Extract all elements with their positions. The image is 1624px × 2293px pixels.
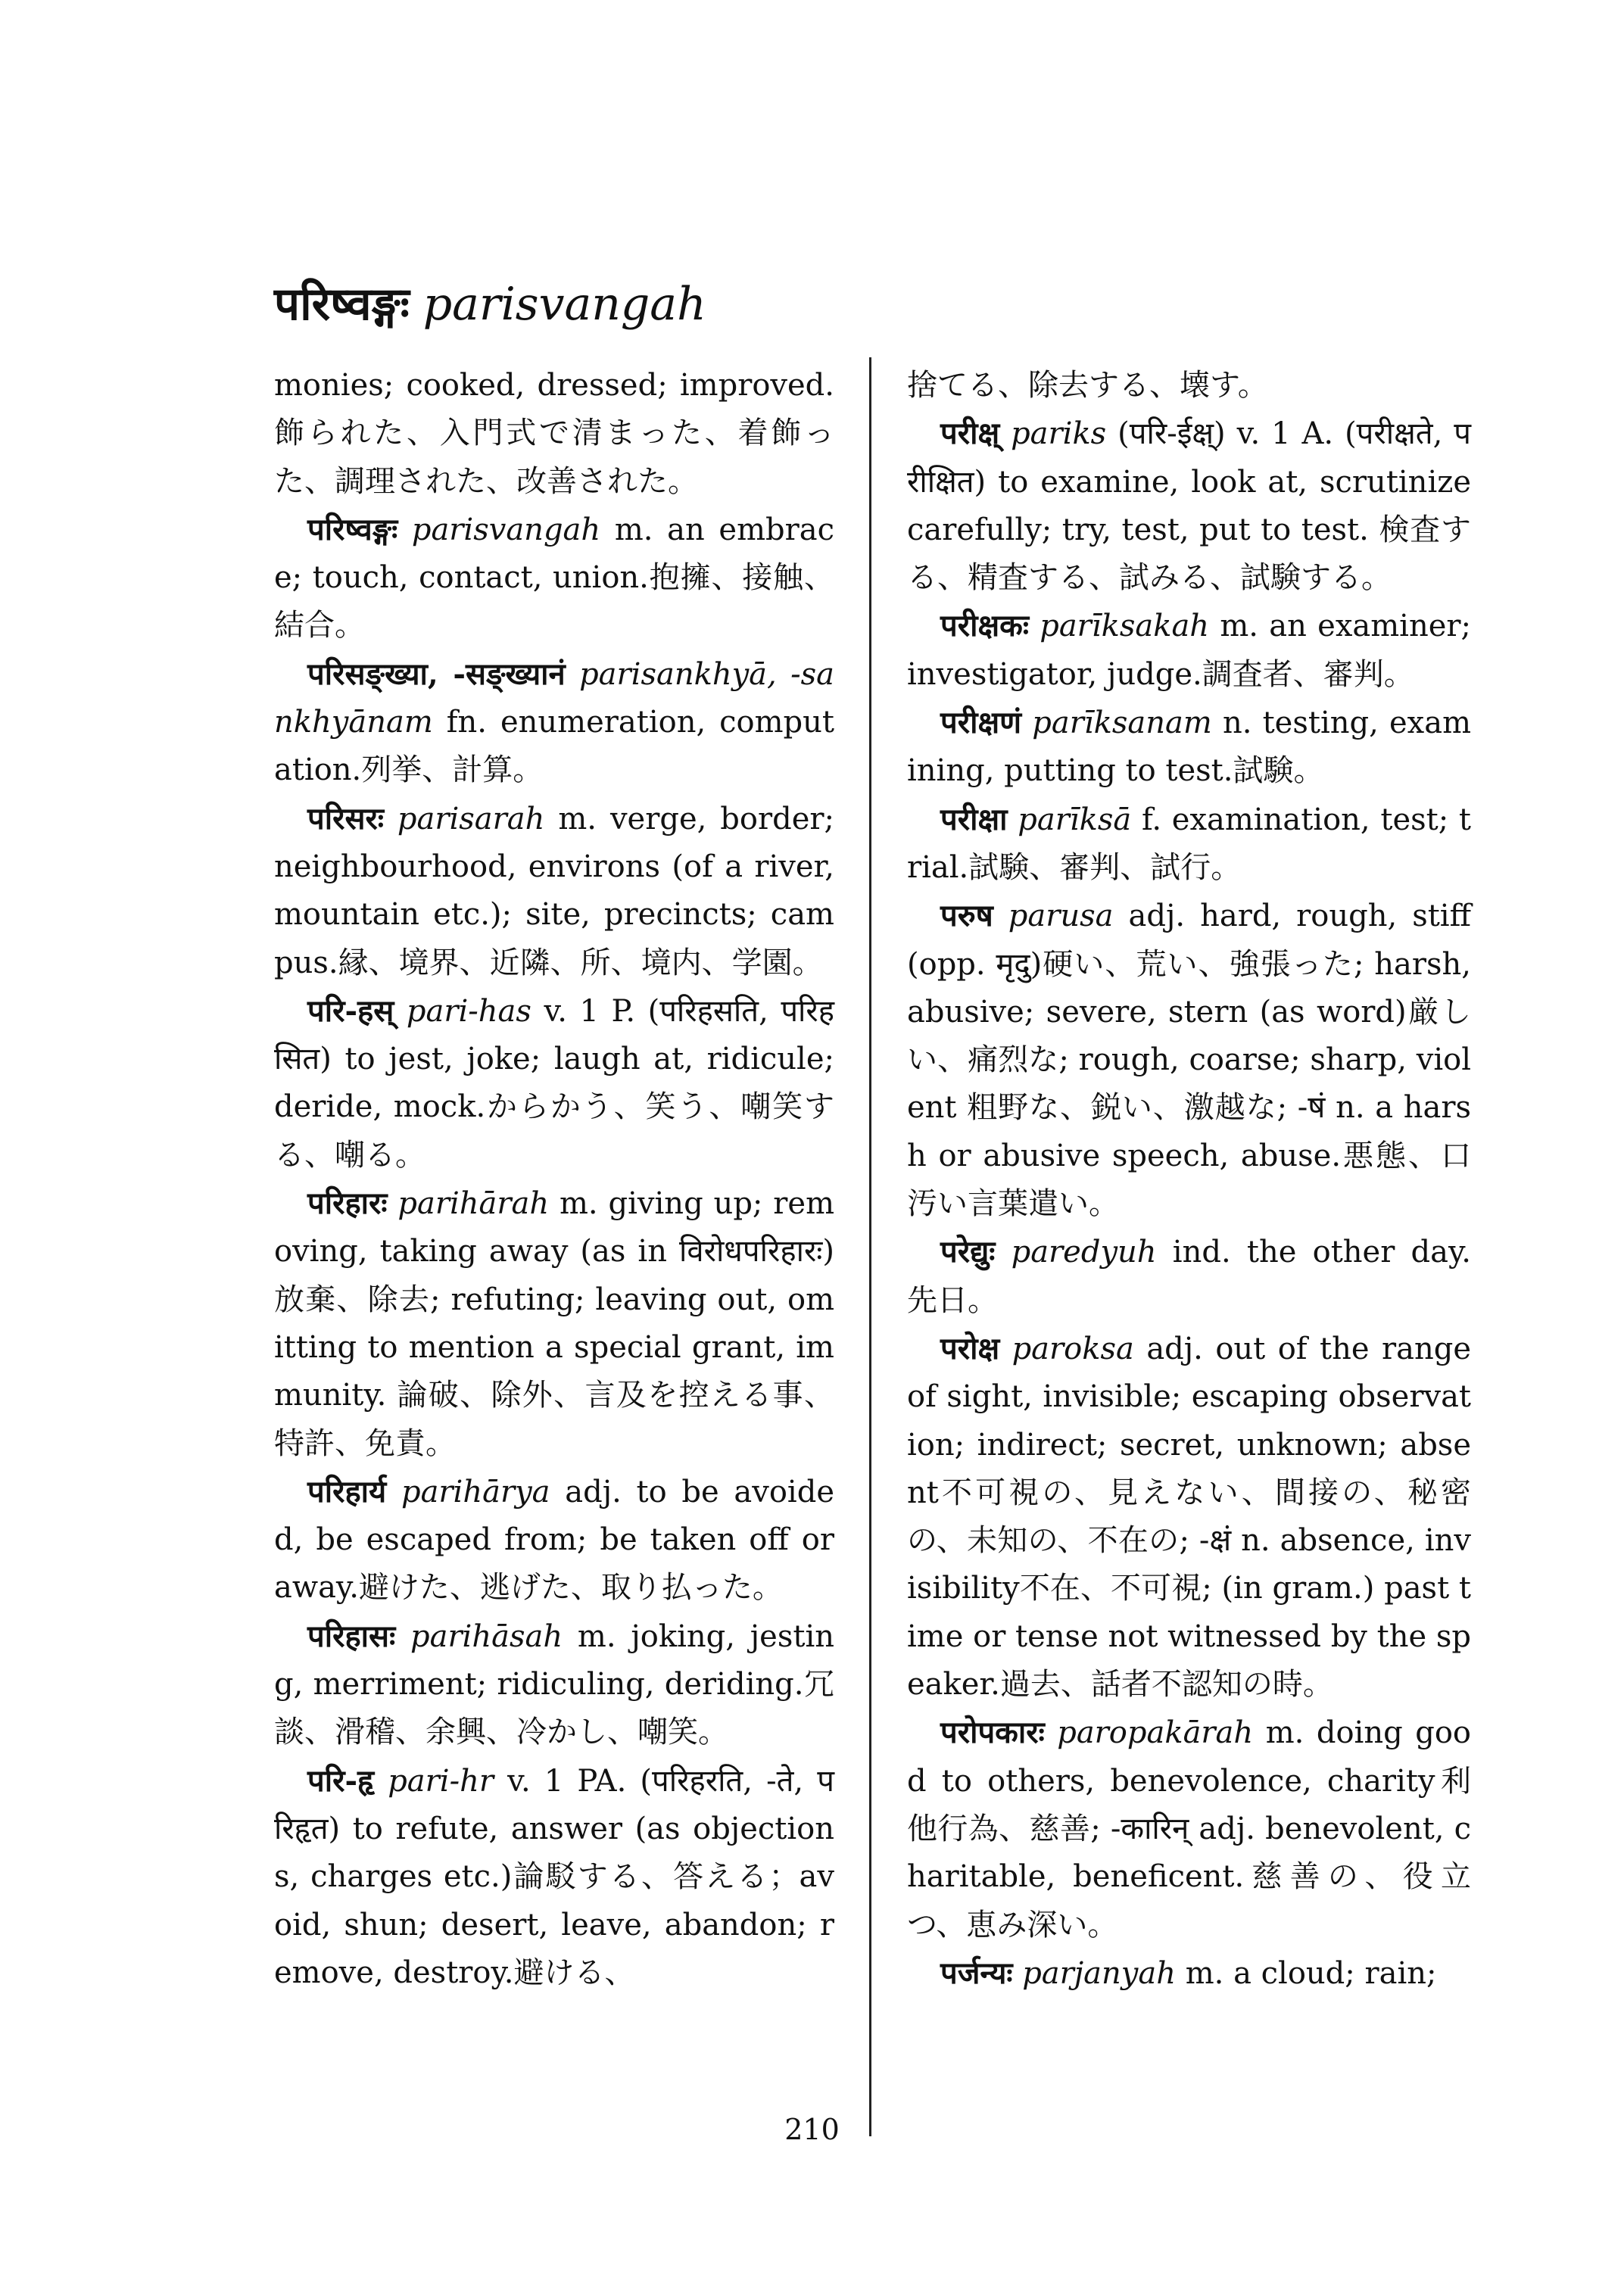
entry-definition: 捨てる、除去する、壊す。 [907, 368, 1268, 403]
entry-headword: परि-हृ [307, 1762, 375, 1799]
entry-definition: m. doing good to others, benevolence, charity利他行為、慈善; -कारिन् adj. benevolent, charitable, beneficent.慈善の、役立つ、恵み深い。 [907, 1715, 1471, 1943]
entry-definition: v. 1 PA. (परिहरति, -ते, परिहृत) to refute, answer (as objections, charges etc.)論駁する、答える；avoid, shun; desert, leave, abandon; remove, destroy.避ける、 [274, 1763, 834, 1990]
entry-transliteration: parihārah [397, 1186, 550, 1222]
entry-headword: परोपकारः [940, 1715, 1045, 1751]
dictionary-entry [274, 650, 834, 795]
dictionary-entry [907, 699, 1471, 796]
entry-definition: m. an examiner; investigator, judge.調査者、審判。 [907, 609, 1472, 692]
dictionary-entry [274, 1468, 834, 1612]
entry-headword: परिहासः [307, 1618, 396, 1654]
entry-transliteration: pari-hr [388, 1763, 494, 1799]
entry-headword: परीक्ष् [940, 416, 1000, 452]
entry-definition: adj. hard, rough, stiff (opp. मृदु)硬い、荒い、強張った; harsh, abusive; severe, stern (as word)厳しい、痛烈な; rough, coarse; sharp, violent 粗野な、鋭い、激越な; -षं n. a harsh or abusive speech, abuse.悪態、口汚い言葉遣い。 [907, 899, 1472, 1222]
entry-transliteration: pari-has [406, 993, 531, 1029]
dictionary-entry [274, 795, 834, 987]
entry-transliteration: parisvangah [411, 512, 601, 547]
entry-definition: m. joking, jesting, merriment; ridiculing, deriding.冗談、滑稽、余興、冷かし、嘲笑。 [274, 1618, 835, 1750]
entry-transliteration: parusa [1008, 899, 1114, 934]
entry-transliteration: parīksanam [1032, 706, 1212, 741]
dictionary-entry [907, 1949, 1471, 1998]
entry-definition: f. examination, test; trial.試験、審判、試行。 [907, 802, 1472, 885]
entry-definition: fn. enumeration, computation.列挙、計算。 [274, 705, 835, 788]
entry-transliteration: parīksakah [1040, 609, 1210, 644]
entry-transliteration: parisarah [397, 801, 545, 837]
dictionary-entry [907, 410, 1471, 602]
dictionary-entry [274, 987, 834, 1179]
page-number: 210 [784, 2113, 840, 2146]
left-column [274, 362, 834, 1997]
entry-continuation [274, 362, 834, 506]
dictionary-entry [907, 1228, 1471, 1325]
entry-headword: परुष [940, 898, 993, 934]
entry-definition: v. 1 P. (परिहसति, परिहसित) to jest, joke; laugh at, ridicule; deride, mock.からかう、笑う、嘲笑する、嘲る。 [274, 993, 835, 1173]
right-column [907, 362, 1471, 1998]
entry-definition: n. testing, examining, putting to test.試験。 [907, 706, 1472, 789]
running-head-devanagari: परिष्वङ्गः [274, 278, 410, 331]
dictionary-entry [274, 506, 834, 650]
entry-transliteration: parihārya [401, 1474, 550, 1509]
entry-headword: परीक्षणं [940, 705, 1022, 741]
entry-transliteration: pariks [1011, 416, 1107, 452]
entry-headword: परीक्षा [940, 801, 1008, 837]
dictionary-entry [907, 602, 1471, 699]
entry-definition: m. a cloud; rain; [1185, 1955, 1437, 1991]
dictionary-entry [274, 1612, 834, 1757]
entry-headword: परि-हस् [307, 992, 394, 1029]
entry-transliteration: paropakārah [1057, 1715, 1254, 1751]
running-head-transliteration: parisvangah [422, 278, 706, 331]
entry-definition: adj. out of the range of sight, invisible; escaping observation; indirect; secret, unknown; absent不可視の、見えない、間接の、秘密の、未知の、不在の; -क्षं n. absence, invisibility不在、不可視; (in gram.) past time or tense not witnessed by the speaker.過去、話者不認知の時。 [907, 1331, 1471, 1703]
dictionary-entry [907, 892, 1471, 1228]
entry-definition: m. an embrace; touch, contact, union.抱擁、接触、結合。 [274, 512, 835, 643]
entry-headword: परोक्ष [940, 1330, 1000, 1366]
entry-headword: परिहार्य [307, 1473, 387, 1509]
entry-transliteration: parīksā [1018, 802, 1132, 837]
entry-transliteration: paredyuh [1011, 1235, 1157, 1270]
entry-definition: ind. the other day. 先日。 [907, 1235, 1471, 1318]
entry-definition: adj. to be avoided, be escaped from; be taken off or away.避けた、逃げた、取り払った。 [274, 1474, 834, 1606]
entry-headword: पर्जन्यः [940, 1955, 1013, 1991]
dictionary-entry [907, 1325, 1471, 1709]
entry-definition: monies; cooked, dressed; improved. 飾られた、入門式で清まった、着飾った、調理された、改善された。 [274, 368, 834, 499]
dictionary-entry [274, 1757, 834, 1997]
entry-transliteration: parisankhyā, -sankhyānam [274, 656, 834, 740]
entry-continuation [907, 362, 1471, 410]
entry-headword: परेद्युः [940, 1234, 996, 1270]
entry-headword: परीक्षकः [940, 608, 1029, 644]
entry-headword: परिष्वङ्गः [307, 511, 398, 547]
entry-transliteration: paroksa [1011, 1331, 1134, 1366]
entry-transliteration: parihāsah [410, 1618, 563, 1654]
dictionary-entry [907, 796, 1471, 893]
entry-definition: m. giving up; removing, taking away (as in विरोधपरिहारः)放棄、除去; refuting; leaving out, omitting to mention a special grant, immunity. 論破、除外、言及を控える事、特許、免責。 [274, 1186, 835, 1461]
entry-headword: परिसङ्ख्या, -सङ्ख्यानं [307, 656, 566, 692]
entry-definition: (परि-ईक्ष्) v. 1 A. (परीक्षते, परीक्षित) to examine, look at, scrutinize carefully; try, test, put to test. 検査する、精査する、試みる、試験する。 [907, 416, 1471, 596]
entry-definition: m. verge, border; neighbourhood, environs (of a river, mountain etc.); site, precincts; campus.縁、境界、近隣、所、境内、学園。 [274, 801, 834, 980]
entry-transliteration: parjanyah [1022, 1955, 1176, 1991]
dictionary-entry [274, 1179, 834, 1468]
entry-headword: परिहारः [307, 1185, 388, 1222]
dictionary-entry [907, 1709, 1471, 1949]
column-divider [869, 357, 871, 2136]
running-head [274, 274, 706, 335]
entry-headword: परिसरः [307, 800, 384, 837]
